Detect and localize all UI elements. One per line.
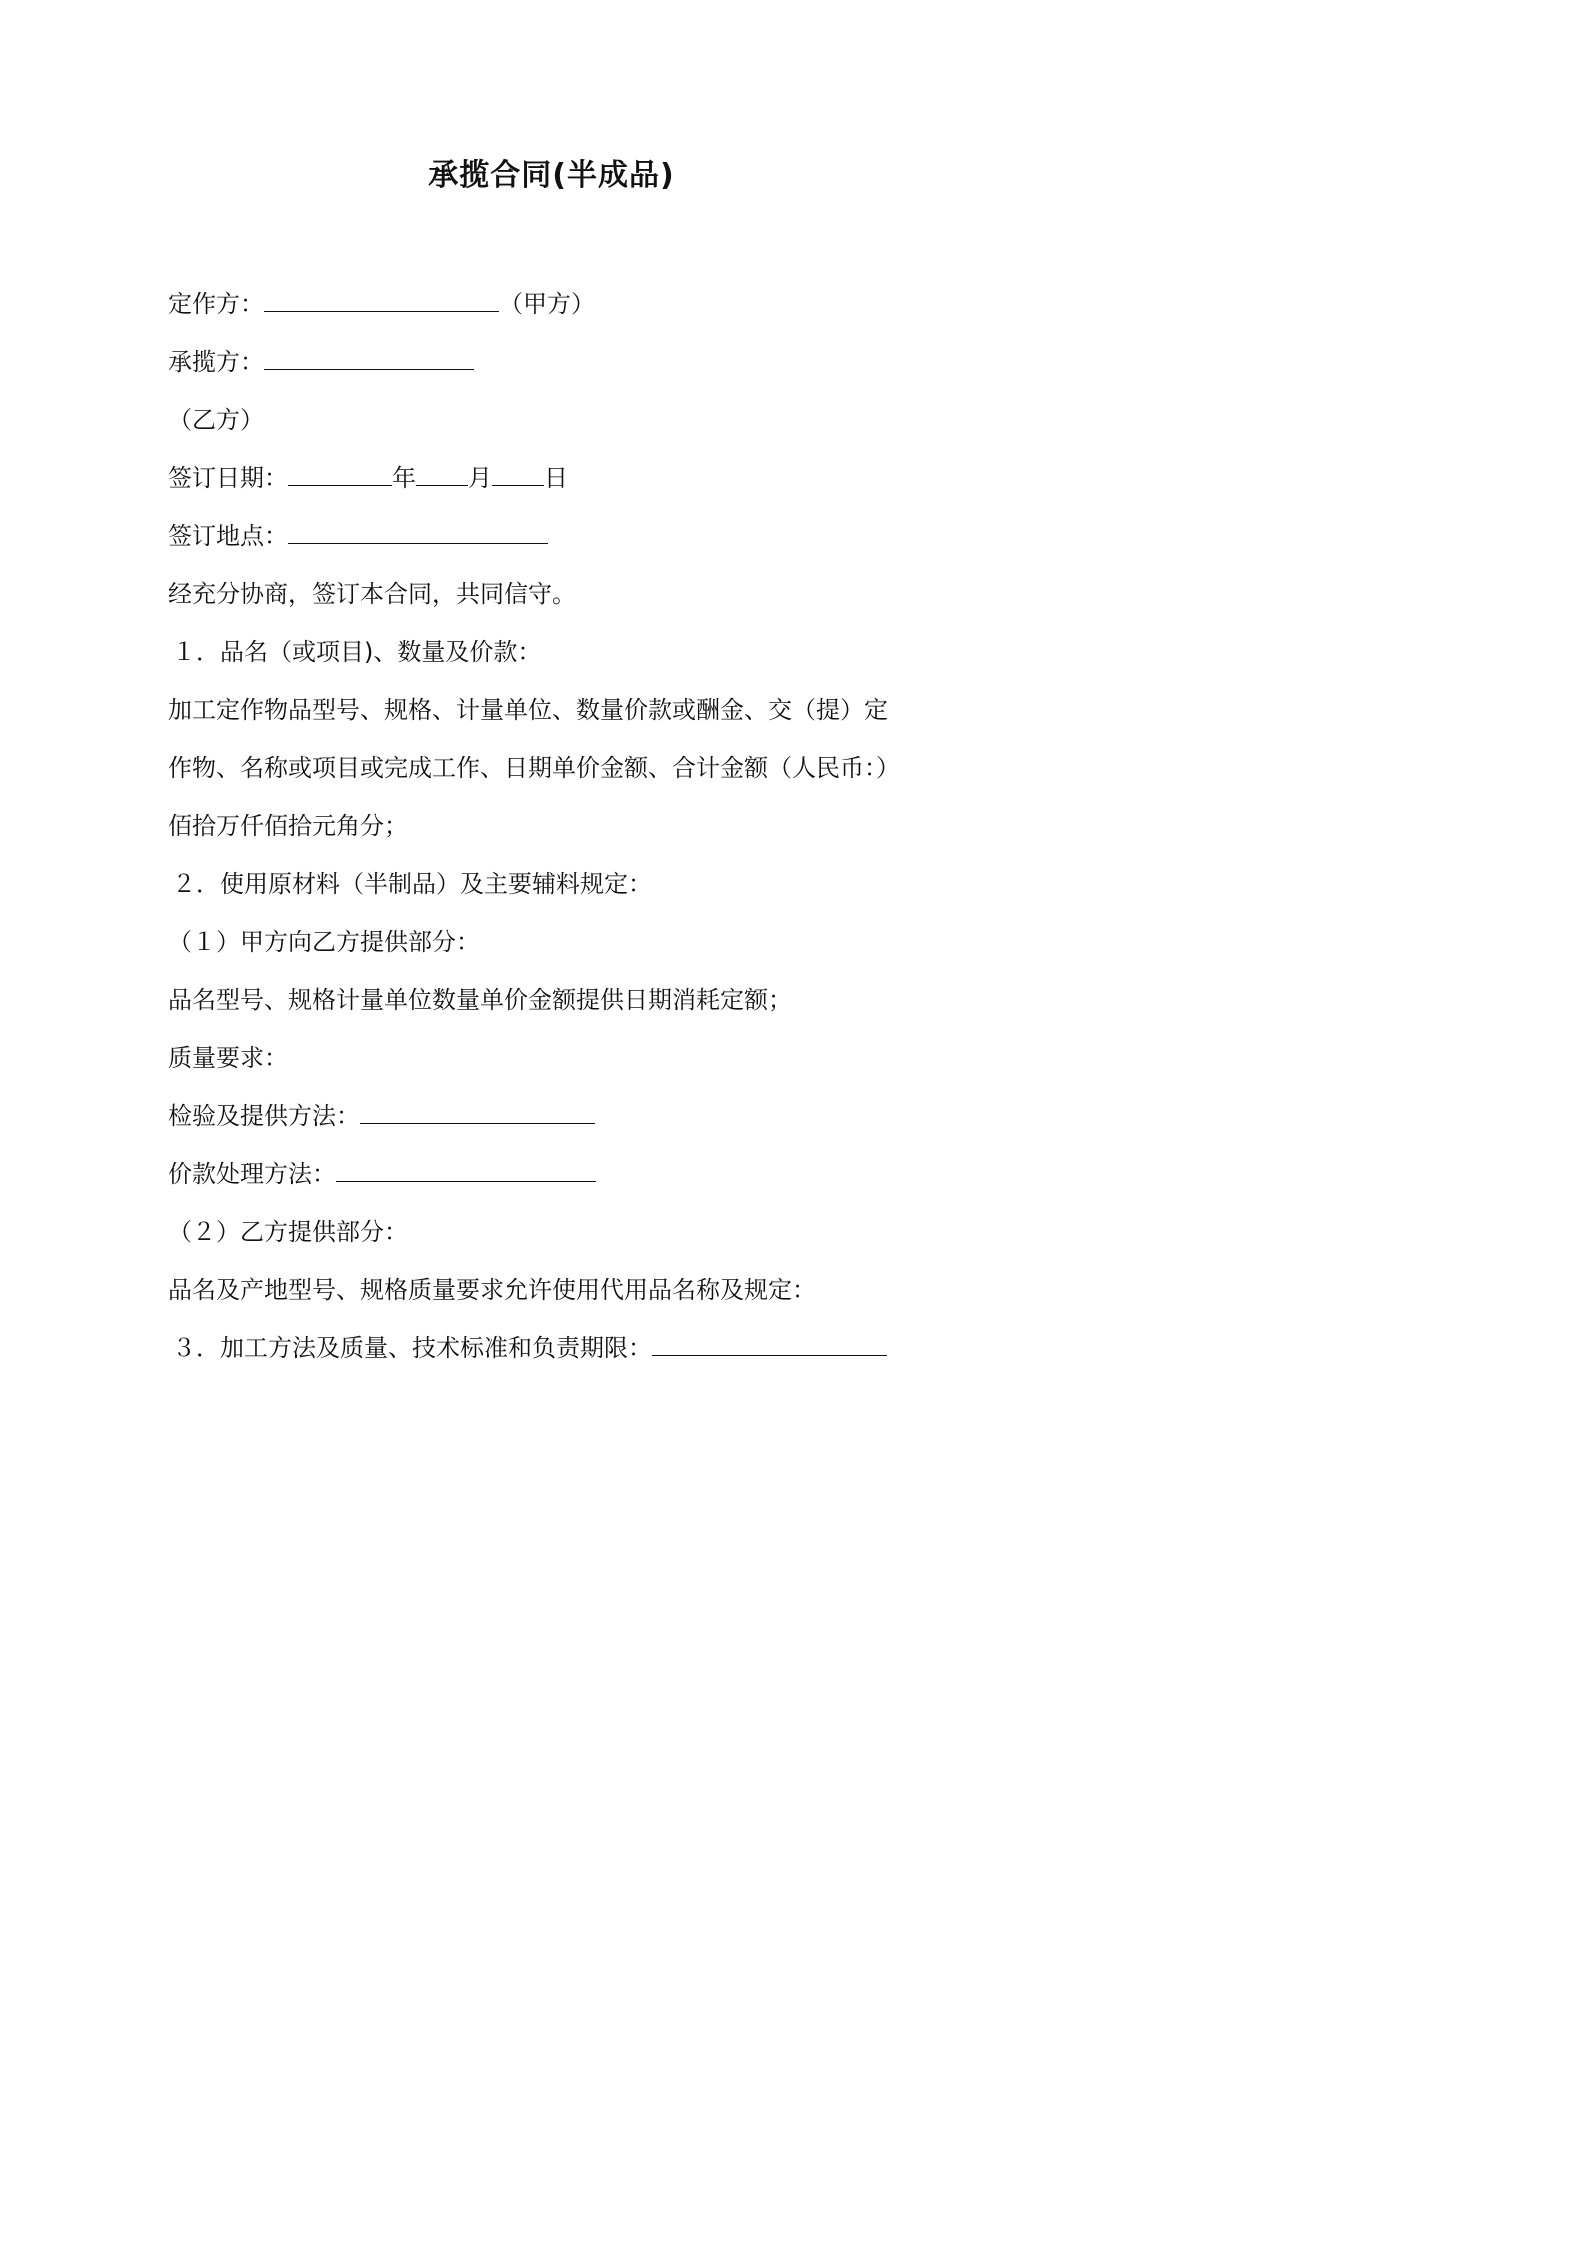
section1-heading: １．品名（或项目)、数量及价款：: [172, 638, 542, 666]
payment-label: 价款处理方法：: [168, 1160, 336, 1188]
inspection-line: [168, 1099, 595, 1133]
party-a-blank[interactable]: [264, 287, 499, 312]
sign-place-blank[interactable]: [288, 519, 548, 544]
section2-sub1-items: 品名型号、规格计量单位数量单价金额提供日期消耗定额；: [168, 986, 792, 1014]
intro-text: 经充分协商，签订本合同，共同信守。: [168, 580, 576, 608]
section1-line2: 作物、名称或项目或完成工作、日期单价金额、合计金额（人民币：）: [168, 754, 900, 782]
year-label: 年: [392, 464, 416, 492]
section1-line1: 加工定作物品型号、规格、计量单位、数量价款或酬金、交（提）定: [168, 696, 888, 724]
day-label: 日: [544, 464, 568, 492]
party-b-suffix: （乙方）: [168, 406, 264, 434]
section3-heading: ３．加工方法及质量、技术标准和负责期限：: [172, 1334, 652, 1362]
section3-line: [172, 1331, 887, 1365]
party-b-blank[interactable]: [264, 345, 474, 370]
sign-date-label: 签订日期：: [168, 464, 288, 492]
document-title: 承揽合同(半成品): [428, 158, 675, 193]
quality-requirements: 质量要求：: [168, 1044, 288, 1072]
section2-sub2: （２）乙方提供部分：: [168, 1218, 408, 1246]
payment-line: [168, 1157, 596, 1191]
sign-place-line: [168, 519, 548, 553]
month-label: 月: [468, 464, 492, 492]
inspection-blank[interactable]: [360, 1099, 595, 1124]
party-a-suffix: （甲方）: [499, 290, 595, 318]
section1-line3: 佰拾万仟佰拾元角分；: [168, 812, 408, 840]
party-b-label: 承揽方：: [168, 348, 264, 376]
sign-day-blank[interactable]: [492, 461, 544, 486]
party-a-label: 定作方：: [168, 290, 264, 318]
party-b-line: [168, 345, 474, 379]
sign-place-label: 签订地点：: [168, 522, 288, 550]
sign-month-blank[interactable]: [416, 461, 468, 486]
payment-blank[interactable]: [336, 1157, 596, 1182]
section2-heading: ２．使用原材料（半制品）及主要辅料规定：: [172, 870, 652, 898]
section3-blank[interactable]: [652, 1331, 887, 1356]
sign-year-blank[interactable]: [288, 461, 392, 486]
party-a-line: [168, 287, 595, 321]
inspection-label: 检验及提供方法：: [168, 1102, 360, 1130]
sign-date-line: [168, 461, 568, 495]
section2-sub1: （１）甲方向乙方提供部分：: [168, 928, 480, 956]
section2-sub2-items: 品名及产地型号、规格质量要求允许使用代用品名称及规定：: [168, 1276, 816, 1304]
